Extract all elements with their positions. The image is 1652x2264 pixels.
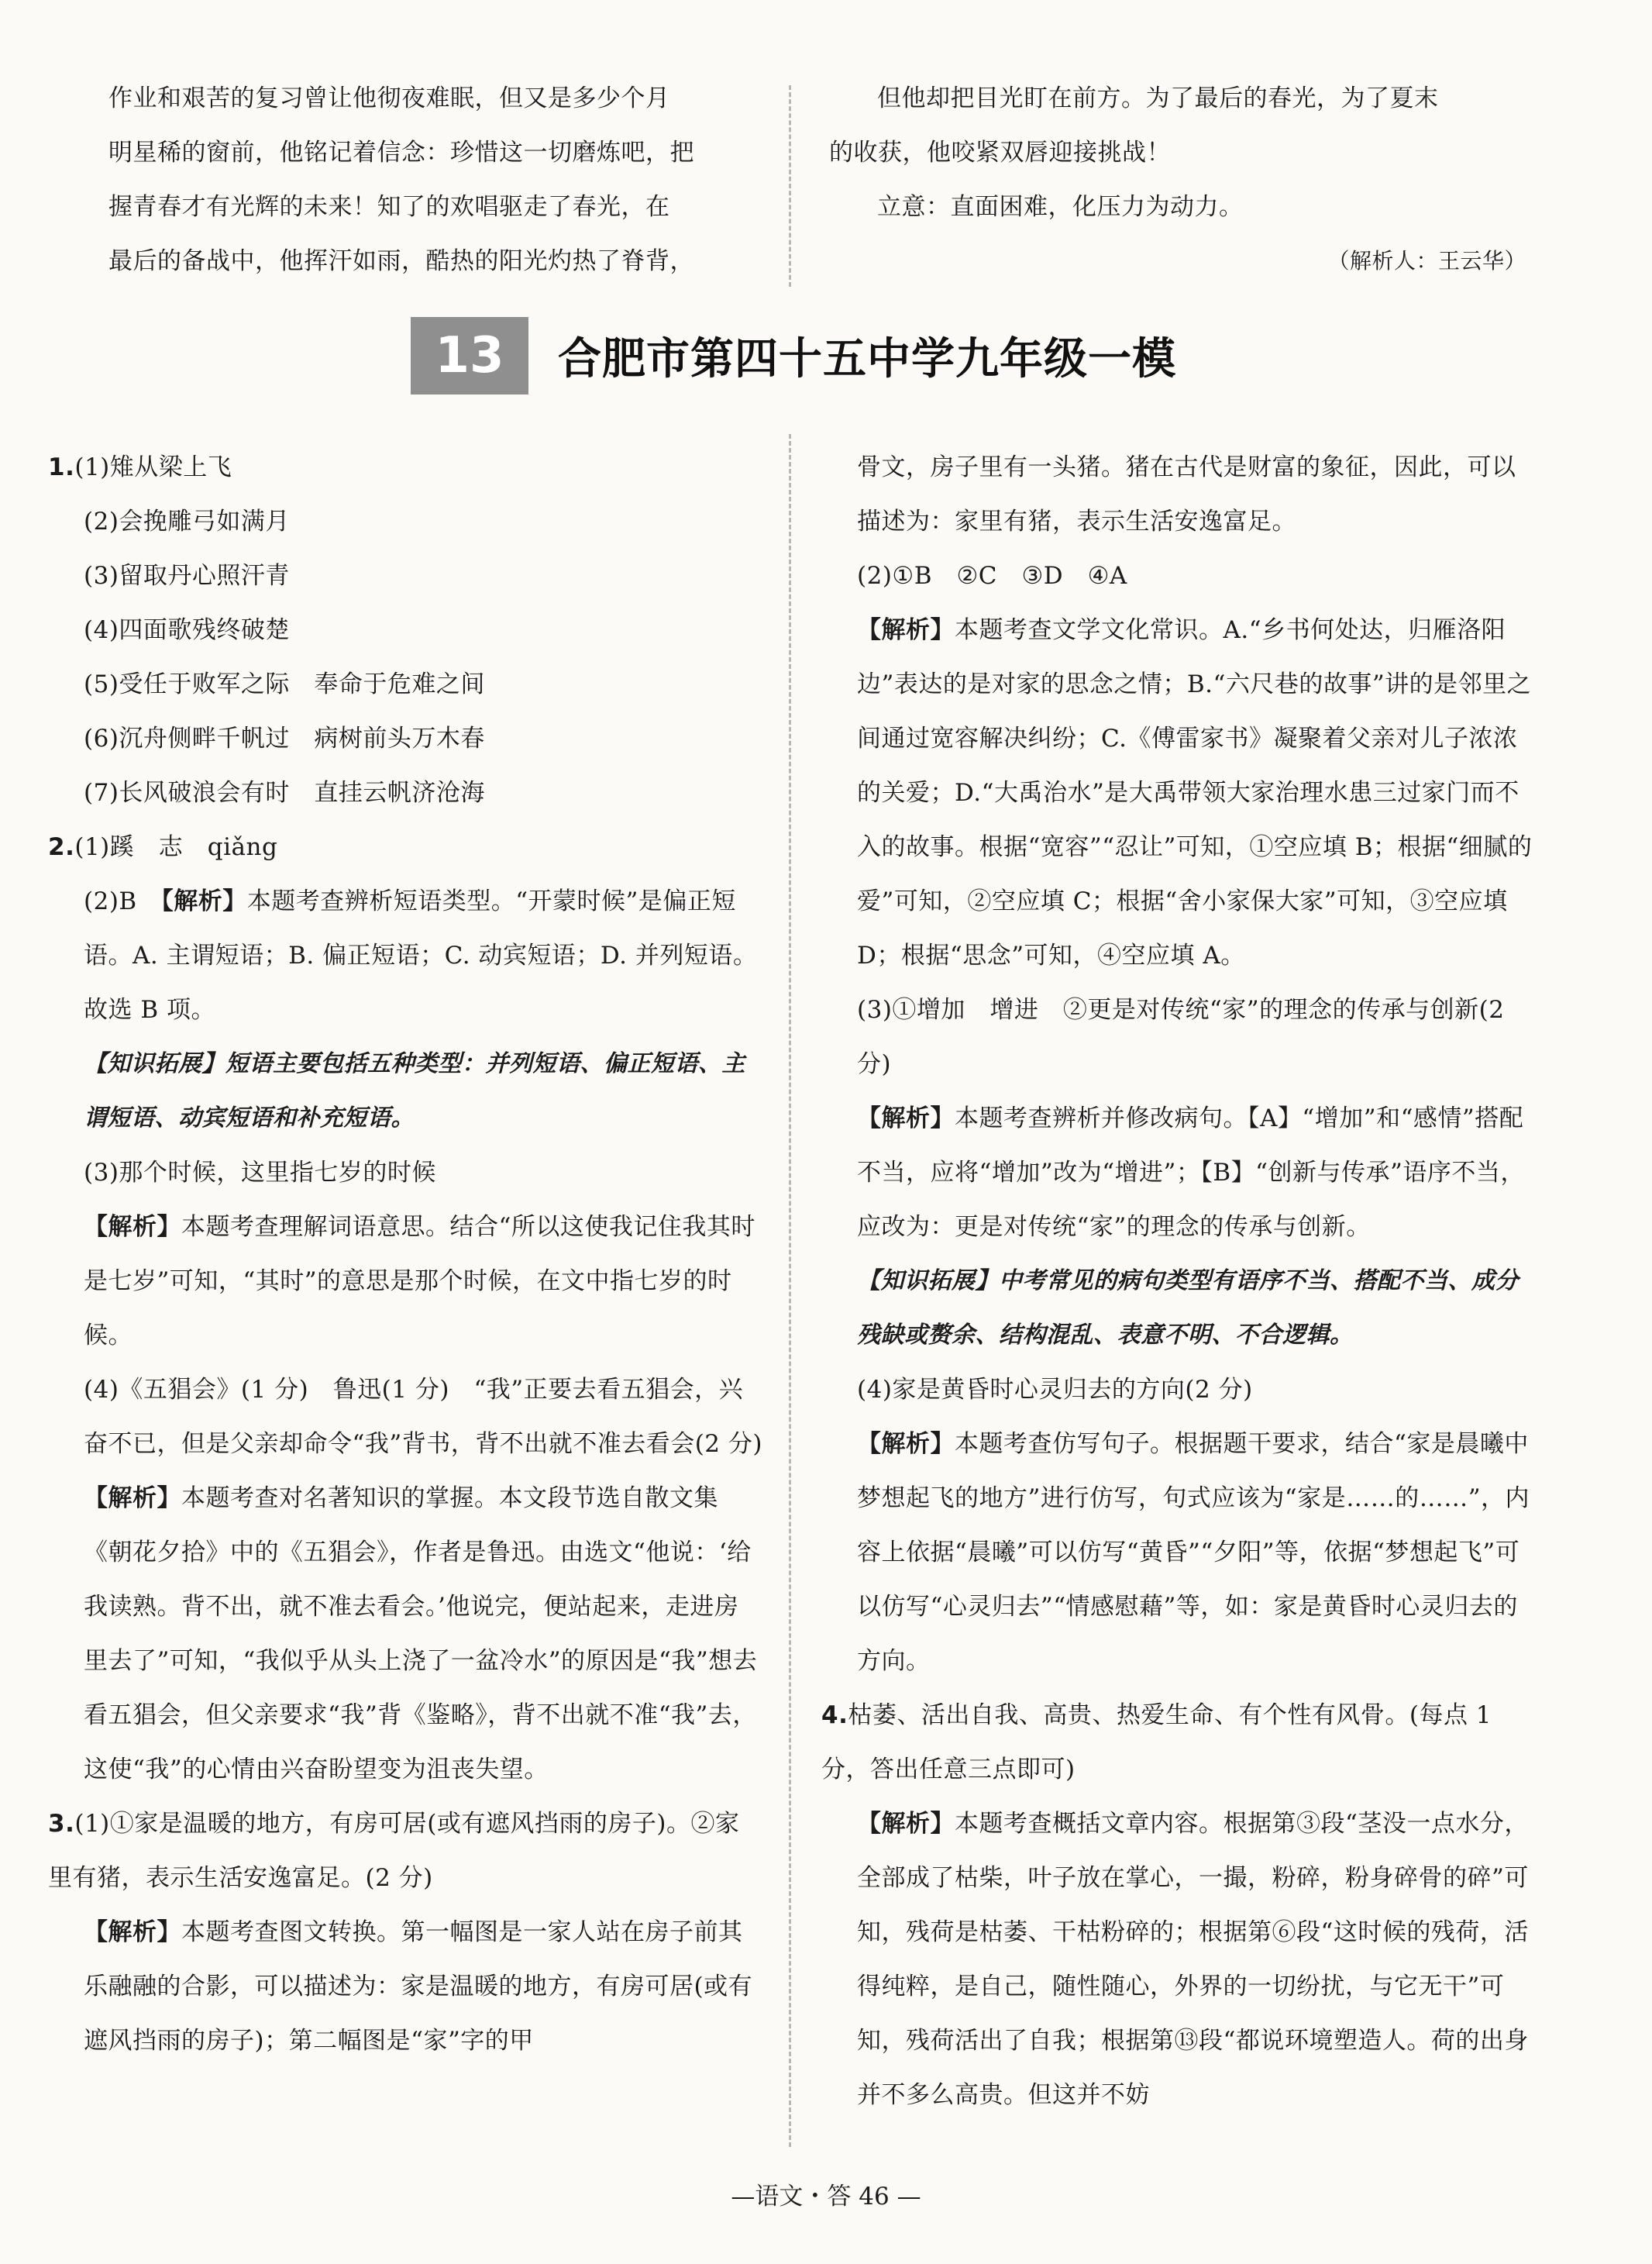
- question-number: 4.: [821, 1701, 848, 1729]
- q2-part4: (4)《五猖会》(1 分) 鲁迅(1 分) “我”正要去看五猖会，兴奋不已，但是父亲却命令“我”背书，背不出就不准去看会(2 分): [84, 1376, 762, 1458]
- q3-part3-analysis: 【解析】本题考查辨析并修改病句。【A】“增加”和“感情”搭配不当，应将“增加”改为“增进”；【B】“创新与传承”语序不当，应改为：更是对传统“家”的理念的传承与创新。: [857, 1104, 1525, 1241]
- q3-part1-analysis: 【解析】本题考查图文转换。第一幅图是一家人站在房子前其乐融融的合影，可以描述为：家是温暖的地方，有房可居(或有遮风挡雨的房子)；第二幅图是“家”字的甲: [84, 1918, 753, 2055]
- analysis-tag: 【解析】: [857, 1104, 955, 1132]
- top-right-text: [829, 71, 1526, 288]
- q4-analysis: 【解析】本题考查概括文章内容。根据第③段“茎没一点水分，全部成了枯柴，叶子放在掌心，一撮，粉碎，粉身碎骨的碎”可知，残荷是枯萎、干枯粉碎的；根据第⑥段“这时候的残荷，活得纯粹，是自己，随性随心，外界的一切纷扰，与它无干”可知，残荷活出了自我；根据第⑬段“都说环境塑造人。荷的出身并不多么高贵。但这并不妨: [857, 1810, 1529, 2109]
- extension-tag: 【知识拓展】: [84, 1050, 225, 1077]
- analysis-tag: 【解析】: [84, 1484, 181, 1512]
- page-footer: —语文・答 46 —: [731, 2183, 921, 2211]
- right-column: [821, 440, 1534, 2122]
- q1-item: (3)留取丹心照汗青: [84, 562, 290, 590]
- analysis-tag: 【解析】: [84, 1918, 181, 1946]
- q1-item: (2)会挽雕弓如满月: [84, 508, 290, 536]
- q1-item: (4)四面歌残终破楚: [84, 616, 290, 644]
- question-number: 1.: [48, 453, 75, 481]
- q2-part3: (3)那个时候，这里指七岁的时候: [84, 1159, 436, 1187]
- q3-part1: 3.(1)①家是温暖的地方，有房可居(或有遮风挡雨的房子)。②家里有猪，表示生活安逸富足。(2 分): [48, 1810, 740, 1892]
- q2-part1: 2.(1)蹊 志 qiǎng: [48, 833, 278, 861]
- analysis-tag: 【解析】: [84, 1213, 181, 1241]
- text-line: 作业和艰苦的复习曾让他彻夜难眠，但又是多少个月: [108, 84, 670, 112]
- q4-answer: 4.枯萎、活出自我、高贵、热爱生命、有个性有风骨。(每点 1 分，答出任意三点即可): [821, 1701, 1492, 1783]
- question-number: 2.: [48, 833, 75, 861]
- text-line: 的收获，他咬紧双唇迎接挑战！: [829, 139, 1171, 167]
- knowledge-extension: 【知识拓展】中考常见的病句类型有语序不当、搭配不当、成分残缺或赘余、结构混乱、表意不明、不合逻辑。: [857, 1267, 1519, 1349]
- q3-part4: (4)家是黄昏时心灵归去的方向(2 分): [857, 1376, 1253, 1404]
- left-column: [48, 440, 762, 2068]
- text-line: 明星稀的窗前，他铭记着信念：珍惜这一切磨炼吧，把: [108, 139, 694, 167]
- q3-part2-analysis: 【解析】本题考查文学文化常识。A.“乡书何处达，归雁洛阳边”表达的是对家的思念之情；B.“六尺巷的故事”讲的是邻里之间通过宽容解决纠纷；C.《傅雷家书》凝聚着父亲对儿子浓浓的关爱；D.“大禹治水”是大禹带领大家治理水患三过家门而不入的故事。根据“宽容”“忍让”可知，①空应填 B；根据“细腻的爱”可知，②空应填 C；根据“舍小家保大家”可知，③空应填 D；根据“思念”可知，④空应填 A。: [857, 616, 1533, 970]
- idea-line: 立意：直面困难，化压力为动力。: [877, 193, 1244, 221]
- extension-tag: 【知识拓展】: [857, 1267, 999, 1294]
- knowledge-extension: 【知识拓展】短语主要包括五种类型：并列短语、偏正短语、主谓短语、动宾短语和补充短语。: [84, 1050, 745, 1132]
- q2-part4-analysis: 【解析】本题考查对名著知识的掌握。本文段节选自散文集《朝花夕拾》中的《五猖会》，作者是鲁迅。由选文“他说：‘给我读熟。背不出，就不准去看会。’他说完，便站起来，走进房里去了”可知，“我似乎从头上浇了一盆冷水”的原因是“我”想去看五猖会，但父亲要求“我”背《鉴略》，背不出就不准“我”去，这使“我”的心情由兴奋盼望变为沮丧失望。: [84, 1484, 758, 1783]
- q3-part2: (2)①B ②C ③D ④A: [857, 562, 1127, 590]
- column-divider-top: [789, 85, 791, 287]
- text-line: 但他却把目光盯在前方。为了最后的春光，为了夏末: [877, 84, 1439, 112]
- analyst-credit: （解析人：王云华）: [1327, 248, 1526, 274]
- section-header: [411, 313, 1176, 398]
- analysis-tag: 【解析】: [161, 887, 247, 915]
- q1-item: (7)长风破浪会有时 直挂云帆济沧海: [84, 779, 485, 807]
- analysis-tag: 【解析】: [857, 1430, 955, 1458]
- q1-item: (5)受任于败军之际 奉命于危难之间: [84, 670, 485, 698]
- q3-part4-analysis: 【解析】本题考查仿写句子。根据题干要求，结合“家是晨曦中梦想起飞的地方”进行仿写，句式应该为“家是……的……”，内容上依据“晨曦”可以仿写“黄昏”“夕阳”等，依据“梦想起飞”可以仿写“心灵归去”“情感慰藉”等，如：家是黄昏时心灵归去的方向。: [857, 1430, 1530, 1675]
- q3-part3: (3)①增加 增进 ②更是对传统“家”的理念的传承与创新(2 分): [857, 996, 1505, 1078]
- top-left-text: [108, 71, 775, 288]
- column-divider-main: [789, 434, 791, 2147]
- q1-item: 1.(1)雉从梁上飞: [48, 453, 232, 481]
- question-number: 3.: [48, 1810, 75, 1838]
- q2-part3-analysis: 【解析】本题考查理解词语意思。结合“所以这使我记住我其时是七岁”可知，“其时”的意思是那个时候，在文中指七岁的时候。: [84, 1213, 755, 1349]
- section-title: 合肥市第四十五中学九年级一模: [558, 334, 1176, 384]
- section-number-badge: 13: [411, 317, 528, 395]
- analysis-tag: 【解析】: [857, 616, 955, 644]
- text-line: 最后的备战中，他挥汗如雨，酷热的阳光灼热了脊背，: [108, 247, 694, 275]
- q2-part2: (2)B 【解析】本题考查辨析短语类型。“开蒙时候”是偏正短语。A. 主谓短语；B. 偏正短语；C. 动宾短语；D. 并列短语。故选 B 项。: [84, 887, 758, 1024]
- q1-item: (6)沉舟侧畔千帆过 病树前头万木春: [84, 725, 485, 753]
- analysis-tag: 【解析】: [857, 1810, 955, 1838]
- text-line: 握青春才有光辉的未来！知了的欢唱驱走了春光，在: [108, 193, 670, 221]
- q3-part1-continued: 骨文，房子里有一头猪。猪在古代是财富的象征，因此，可以描述为：家里有猪，表示生活安逸富足。: [857, 453, 1516, 536]
